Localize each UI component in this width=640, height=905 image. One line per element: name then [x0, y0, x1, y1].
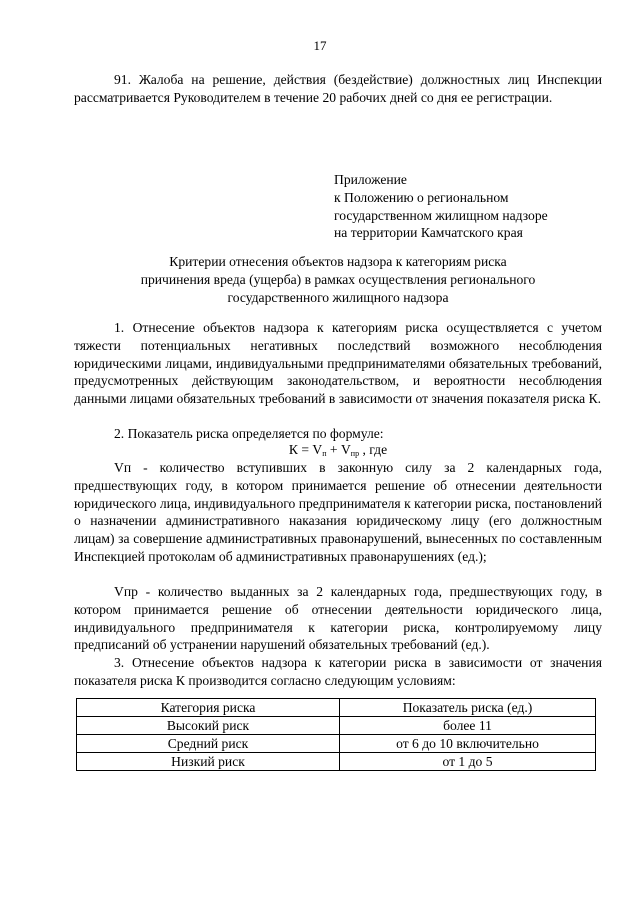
appendix-line: государственном жилищном надзоре [334, 207, 548, 223]
page-number: 17 [313, 38, 327, 53]
table-header-cell: Категория риска [77, 699, 340, 717]
table-header-cell: Показатель риска (ед.) [340, 699, 596, 717]
appendix-header [334, 171, 614, 242]
appendix-line: Приложение [334, 172, 407, 187]
table-row [77, 735, 596, 753]
heading-line: государственного жилищного надзора [227, 289, 449, 305]
risk-formula: $К = V_п + V_{пр}$ , где [288, 442, 388, 458]
table-row [77, 717, 596, 735]
vp-definition: Vп - количество вступивших в законную силу за 2 календарных года, предшествующих году, в котором принимается решение об отнесении деятельности юридического лица, индивидуального предпринимателя к категории риска, постановлений о назначении административного наказания юридическому лицу (его должностным лицам) за совершение административных правонарушений, вынесенных по составленным Инспекцией протоколам об административных правонарушениях (ед.); [74, 460, 602, 564]
heading-line: Критерии отнесения объектов надзора к категориям риска [169, 254, 507, 269]
paragraph-3: 3. Отнесение объектов надзора к категории риска в зависимости от значения показателя риска К производится согласно следующим условиям: [74, 655, 602, 688]
paragraph-91: 91. Жалоба на решение, действия (бездействие) должностных лиц Инспекции рассматривается Руководителем в течение 20 рабочих дней со дня ее регистрации. [74, 72, 602, 105]
table-cell: Средний риск [77, 735, 340, 753]
table-row [77, 753, 596, 771]
table-cell: от 6 до 10 включительно [340, 735, 596, 753]
table-cell: Высокий риск [77, 717, 340, 735]
table-cell: от 1 до 5 [340, 753, 596, 771]
section-heading [74, 253, 602, 306]
paragraph-1: 1. Отнесение объектов надзора к категориям риска осуществляется с учетом тяжести потенциальных негативных последствий возможного несоблюдения юридическими лицами, индивидуальными предпринимателями обязательных требований, предусмотренных действующим законодательством, и вероятности несоблюдения данными лицами обязательных требований в зависимости от значения показателя риска К. [74, 320, 602, 407]
paragraph-2: 2. Показатель риска определяется по формуле: [114, 426, 384, 441]
table-cell: более 11 [340, 717, 596, 735]
table-cell: Низкий риск [77, 753, 340, 771]
table-header-row [77, 699, 596, 717]
appendix-line: на территории Камчатского края [334, 225, 523, 241]
heading-line: причинения вреда (ущерба) в рамках осуществления регионального [140, 271, 536, 287]
appendix-line: к Положению о региональном [334, 189, 509, 205]
vpr-definition: Vпр - количество выданных за 2 календарных года, предшествующих году, в котором принимается решение об отнесении деятельности юридического лица, индивидуального предпринимателя к категории риска, контролируемому лицу предписаний об устранении нарушений обязательных требований (ед.). [74, 584, 602, 653]
risk-category-table [76, 698, 596, 771]
